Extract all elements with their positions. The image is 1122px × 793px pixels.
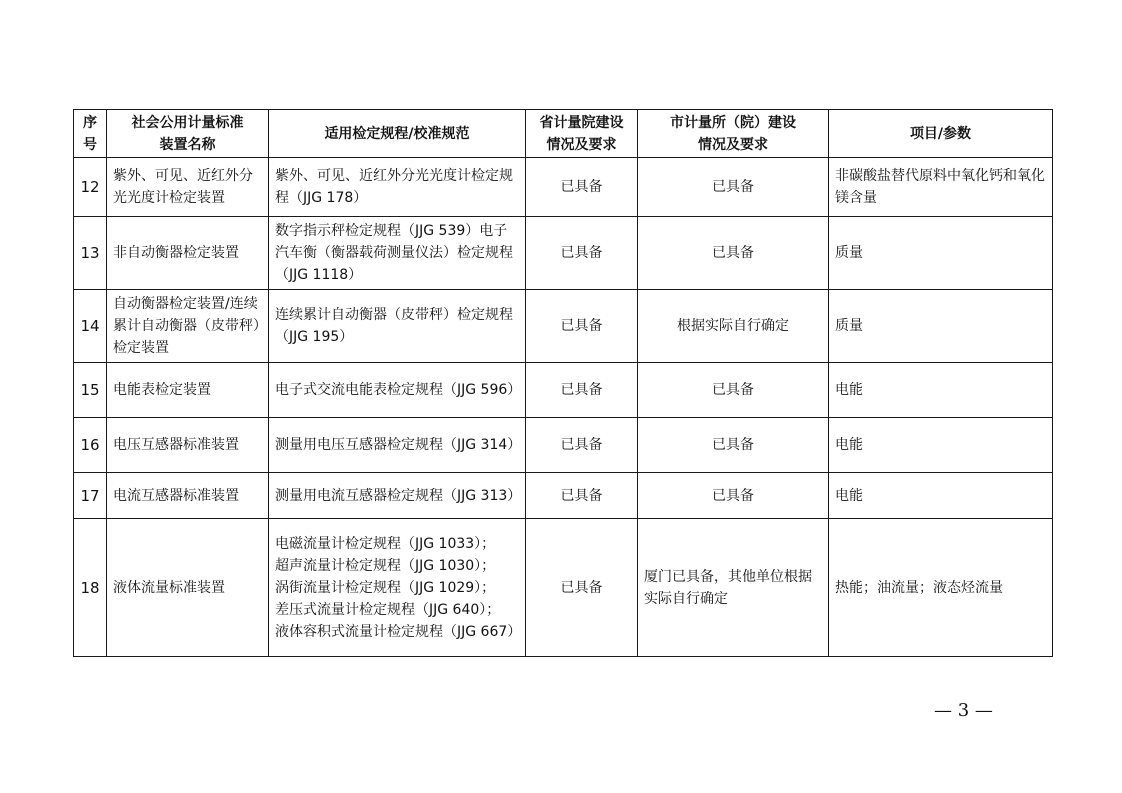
header-device-name: 社会公用计量标准 装置名称: [107, 110, 269, 158]
table-row: [74, 418, 1053, 473]
row-province-requirement: 已具备: [526, 290, 638, 363]
row-standard: 数字指示秤检定规程（JJG 539）电子汽车衡（衡器载荷测量仪法）检定规程（JJG 1118）: [269, 217, 526, 290]
row-serial-number: 12: [74, 158, 107, 217]
header-parameters: 项目/参数: [829, 110, 1053, 158]
row-city-requirement: 已具备: [638, 217, 829, 290]
row-city-requirement: 已具备: [638, 363, 829, 418]
row-city-requirement: 厦门已具备，其他单位根据实际自行确定: [638, 519, 829, 657]
row-province-requirement: 已具备: [526, 363, 638, 418]
row-device-name: 非自动衡器检定装置: [107, 217, 269, 290]
row-city-requirement: 已具备: [638, 158, 829, 217]
table-header-row: [74, 110, 1053, 158]
row-parameters: 电能: [829, 473, 1053, 519]
row-standard: 紫外、可见、近红外分光光度计检定规程（JJG 178）: [269, 158, 526, 217]
row-city-requirement: 已具备: [638, 473, 829, 519]
header-province-requirement: 省计量院建设 情况及要求: [526, 110, 638, 158]
table-row: [74, 290, 1053, 363]
table-row: [74, 217, 1053, 290]
row-standard: 电子式交流电能表检定规程（JJG 596）: [269, 363, 526, 418]
row-city-requirement: 根据实际自行确定: [638, 290, 829, 363]
row-device-name: 电能表检定装置: [107, 363, 269, 418]
row-parameters: 非碳酸盐替代原料中氧化钙和氧化镁含量: [829, 158, 1053, 217]
row-parameters: 质量: [829, 290, 1053, 363]
row-province-requirement: 已具备: [526, 158, 638, 217]
row-serial-number: 15: [74, 363, 107, 418]
row-device-name: 紫外、可见、近红外分光光度计检定装置: [107, 158, 269, 217]
table-row: [74, 473, 1053, 519]
table-row: [74, 519, 1053, 657]
row-standard: 测量用电压互感器检定规程（JJG 314）: [269, 418, 526, 473]
row-parameters: 质量: [829, 217, 1053, 290]
row-serial-number: 16: [74, 418, 107, 473]
row-parameters: 电能: [829, 418, 1053, 473]
row-province-requirement: 已具备: [526, 519, 638, 657]
row-province-requirement: 已具备: [526, 418, 638, 473]
row-city-requirement: 已具备: [638, 418, 829, 473]
row-parameters: 电能: [829, 363, 1053, 418]
row-parameters: 热能；油流量；液态烃流量: [829, 519, 1053, 657]
row-standard: 电磁流量计检定规程（JJG 1033）； 超声流量计检定规程（JJG 1030）； 涡街流量计检定规程（JJG 1029）； 差压式流量计检定规程（JJG 640）； 液体容积式流量计检定规程（JJG 667）: [269, 519, 526, 657]
row-device-name: 电压互感器标准装置: [107, 418, 269, 473]
row-standard: 连续累计自动衡器（皮带秤）检定规程（JJG 195）: [269, 290, 526, 363]
row-serial-number: 13: [74, 217, 107, 290]
header-standard: 适用检定规程/校准规范: [269, 110, 526, 158]
row-serial-number: 17: [74, 473, 107, 519]
table-row: [74, 363, 1053, 418]
standards-table: [73, 109, 1053, 657]
row-serial-number: 14: [74, 290, 107, 363]
header-city-requirement: 市计量所（院）建设 情况及要求: [638, 110, 829, 158]
row-province-requirement: 已具备: [526, 473, 638, 519]
row-standard: 测量用电流互感器检定规程（JJG 313）: [269, 473, 526, 519]
header-serial-number: 序 号: [74, 110, 107, 158]
row-device-name: 电流互感器标准装置: [107, 473, 269, 519]
page-number: — 3 —: [934, 700, 993, 721]
table-row: [74, 158, 1053, 217]
row-device-name: 液体流量标准装置: [107, 519, 269, 657]
row-province-requirement: 已具备: [526, 217, 638, 290]
row-serial-number: 18: [74, 519, 107, 657]
row-device-name: 自动衡器检定装置/连续累计自动衡器（皮带秤）检定装置: [107, 290, 269, 363]
